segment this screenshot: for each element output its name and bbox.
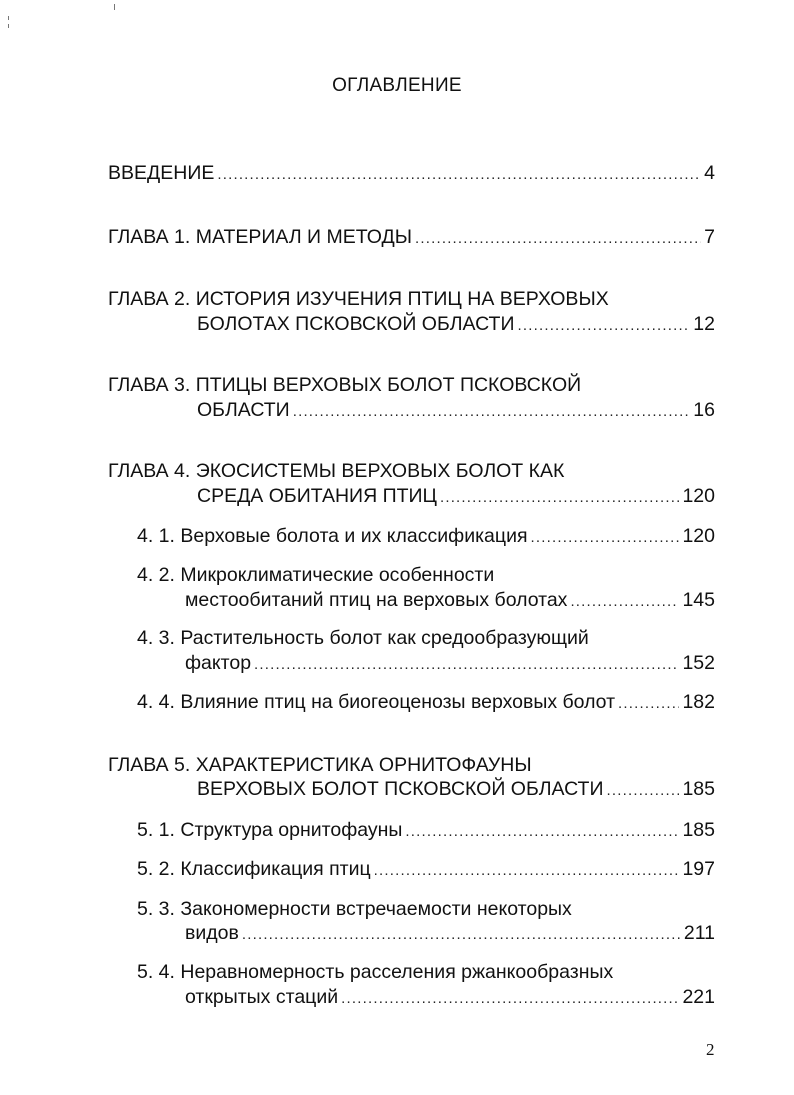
page-number: 2 (706, 1040, 715, 1059)
entry-page: 211 (683, 922, 715, 944)
entry-page: 145 (682, 589, 715, 611)
toc-entry-chapter-5-line1[interactable]: ГЛАВА 5. ХАРАКТЕРИСТИКА ОРНИТОФАУНЫ (108, 754, 532, 776)
entry-page: 185 (682, 778, 715, 800)
toc-entry-chapter-3[interactable] (197, 399, 715, 422)
entry-title: 4. 1. Верховые болота и их классификация (137, 525, 528, 547)
entry-page: 197 (682, 858, 715, 880)
entry-page: 120 (682, 525, 715, 547)
dot-leader (341, 990, 679, 1007)
toc-entry-section-4-2[interactable] (185, 589, 715, 612)
dot-leader (293, 403, 691, 420)
toc-entry-introduction[interactable] (108, 162, 715, 185)
toc-entry-section-4-1[interactable] (137, 525, 715, 548)
dot-leader (405, 823, 679, 840)
toc-entry-chapter-4[interactable] (197, 485, 715, 508)
entry-title: ВЕРХОВЫХ БОЛОТ ПСКОВСКОЙ ОБЛАСТИ (197, 778, 604, 800)
dot-leader (517, 317, 690, 334)
toc-entry-chapter-1[interactable] (108, 226, 715, 249)
toc-entry-section-4-3-line1[interactable]: 4. 3. Растительность болот как средообразующий (137, 627, 589, 649)
entry-title: местообитаний птиц на верховых болотах (185, 589, 568, 611)
scan-speck (114, 4, 115, 10)
dot-leader (242, 926, 681, 943)
toc-entry-chapter-3-line1[interactable]: ГЛАВА 3. ПТИЦЫ ВЕРХОВЫХ БОЛОТ ПСКОВСКОЙ (108, 374, 582, 396)
toc-entry-section-5-1[interactable] (137, 819, 715, 842)
toc-entry-chapter-4-line1[interactable]: ГЛАВА 4. ЭКОСИСТЕМЫ ВЕРХОВЫХ БОЛОТ КАК (108, 460, 565, 482)
toc-entry-chapter-5[interactable] (197, 778, 715, 801)
toc-entry-section-5-3[interactable] (185, 922, 715, 945)
dot-leader (440, 489, 680, 506)
entry-page: 4 (704, 162, 715, 184)
entry-title: 5. 1. Структура орнитофауны (137, 819, 403, 841)
entry-title: фактор (185, 652, 252, 674)
toc-entry-section-4-4[interactable] (137, 691, 715, 714)
entry-page: 12 (693, 313, 715, 335)
toc-entry-section-5-4-line1[interactable]: 5. 4. Неравномерность расселения ржанкообразных (137, 961, 614, 983)
entry-page: 152 (682, 652, 715, 674)
entry-page: 185 (682, 819, 715, 841)
entry-title: видов (185, 922, 239, 944)
dot-leader (618, 695, 679, 712)
entry-page: 120 (682, 485, 715, 507)
entry-title: 5. 2. Классификация птиц (137, 858, 371, 880)
dot-leader (374, 862, 680, 879)
toc-entry-chapter-2[interactable] (197, 313, 715, 336)
toc-entry-chapter-2-line1[interactable]: ГЛАВА 2. ИСТОРИЯ ИЗУЧЕНИЯ ПТИЦ НА ВЕРХОВЫХ (108, 288, 609, 310)
toc-entry-section-4-3[interactable] (185, 652, 715, 675)
entry-title: открытых стаций (185, 986, 339, 1008)
scan-speck (8, 24, 9, 28)
dot-leader (254, 656, 679, 673)
toc-title: ОГЛАВЛЕНИЕ (332, 75, 462, 96)
toc-entry-section-5-4[interactable] (185, 986, 715, 1009)
entry-page: 221 (682, 986, 715, 1008)
dot-leader (415, 230, 701, 247)
entry-title: СРЕДА ОБИТАНИЯ ПТИЦ (197, 485, 437, 507)
toc-entry-section-4-2-line1[interactable]: 4. 2. Микроклиматические особенности (137, 564, 495, 586)
entry-title: 4. 4. Влияние птиц на биогеоценозы верховых болот (137, 691, 616, 713)
entry-title: ГЛАВА 1. МАТЕРИАЛ И МЕТОДЫ (108, 226, 412, 248)
entry-title: ОБЛАСТИ (197, 399, 290, 421)
dot-leader (531, 529, 680, 546)
entry-page: 182 (682, 691, 715, 713)
entry-title: ВВЕДЕНИЕ (108, 162, 215, 184)
entry-page: 16 (693, 399, 715, 421)
toc-entry-section-5-3-line1[interactable]: 5. 3. Закономерности встречаемости некоторых (137, 898, 572, 920)
entry-title: БОЛОТАХ ПСКОВСКОЙ ОБЛАСТИ (197, 313, 515, 335)
dot-leader (606, 782, 679, 799)
entry-page: 7 (704, 226, 715, 248)
dot-leader (570, 593, 679, 610)
dot-leader (217, 166, 701, 183)
scan-speck (8, 16, 9, 20)
toc-entry-section-5-2[interactable] (137, 858, 715, 881)
